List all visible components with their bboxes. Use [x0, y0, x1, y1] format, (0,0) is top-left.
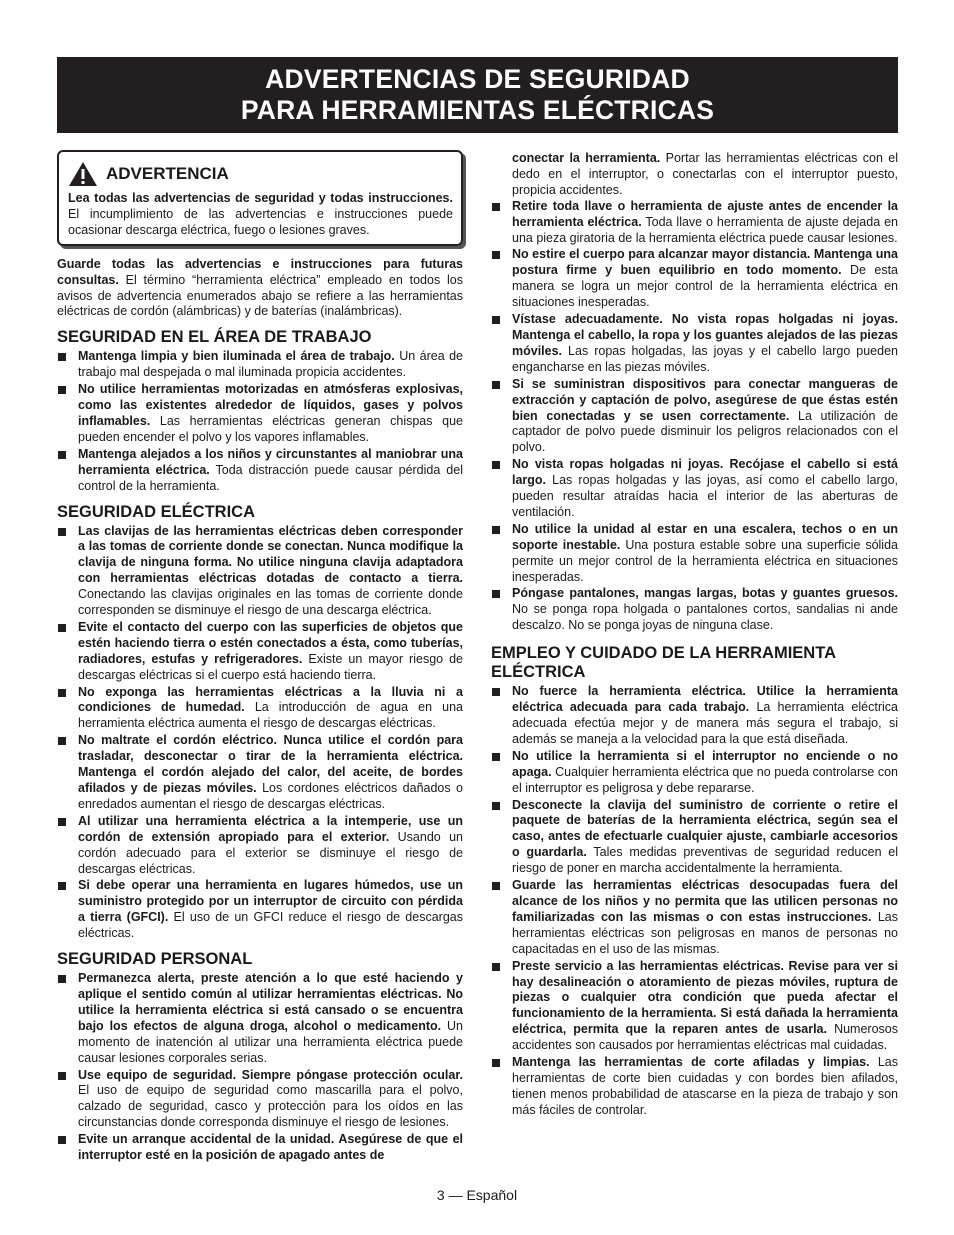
list-item: Vístase adecuadamente. No vista ropas holgadas ni joyas. Mantenga el cabello, la ropa y los guantes alejados de las piezas móviles. Las ropas holgadas, las joyas y el cabello largo pueden engancharse en las piezas móviles. — [491, 312, 898, 376]
intro-bold-text: Guarde todas las advertencias e instrucciones para futuras consultas. — [57, 256, 463, 287]
warning-header — [68, 161, 453, 187]
list-item: Si debe operar una herramienta en lugares húmedos, use un suministro protegido por un interruptor de circuito con pérdida a tierra (GFCI). El uso de un GFCI reduce el riesgo de descargas eléctricas. — [57, 878, 463, 942]
left-column — [57, 150, 463, 1165]
list-item: No vista ropas holgadas ni joyas. Recójase el cabello si está largo. Las ropas holgadas y las joyas, así como el cabello largo, pueden resultar atraídas hacia el interior de las aberturas de ventilación. — [491, 457, 898, 521]
list-item: Use equipo de seguridad. Siempre póngase protección ocular. El uso de equipo de seguridad como mascarilla para el polvo, calzado de seguridad, casco y protección para los oídos en las circunstancias donde corresponda disminuye el riesgo de lesiones. — [57, 1068, 463, 1132]
page-footer: 3 — Español — [436, 1187, 518, 1203]
warning-text: El incumplimiento de las advertencias e instrucciones puede ocasionar descarga eléctrica, fuego o lesiones graves. — [68, 206, 453, 237]
warning-body — [68, 191, 453, 239]
list-item: Póngase pantalones, mangas largas, botas y guantes gruesos. No se ponga ropa holgada o pantalones cortos, sandalias ni ande descalzo. No se ponga joyas de ninguna clase. — [491, 586, 898, 634]
intro-text: El término “herramienta eléctrica” empleado en todos los avisos de advertencia enumerados abajo se refiere a las herramientas eléctricas de cordón (alámbricas) y de baterías (inalámbricas). — [57, 272, 463, 319]
work-area-list — [57, 349, 463, 494]
list-item: Retire toda llave o herramienta de ajuste antes de encender la herramienta eléctrica. Toda llave o herramienta de ajuste dejada en una pieza giratoria de la herramienta eléctrica puede causar lesiones. — [491, 199, 898, 247]
personal-list — [57, 971, 463, 1164]
list-item: Al utilizar una herramienta eléctrica a la intemperie, use un cordón de extensión apropiado para el exterior. Usando un cordón adecuado para el exterior se disminuye el riesgo de descargas eléctricas. — [57, 814, 463, 878]
section-title-tool-care: EMPLEO Y CUIDADO DE LA HERRAMIENTA ELÉCTRICA — [491, 644, 836, 682]
list-item: Mantenga limpia y bien iluminada el área de trabajo. Un área de trabajo mal despejada o mal iluminada propicia accidentes. — [57, 349, 463, 381]
electrical-list — [57, 524, 463, 943]
list-item: No estire el cuerpo para alcanzar mayor distancia. Mantenga una postura firme y buen equilibrio en todo momento. De esta manera se logra un mejor control de la herramienta eléctrica en situaciones inesperadas. — [491, 247, 898, 311]
list-item: No fuerce la herramienta eléctrica. Utilice la herramienta eléctrica adecuada para cada trabajo. La herramienta eléctrica adecuada efectúa mejor y de manera más segura el trabajo, si además se maneja a la velocidad para la que está diseñada. — [491, 684, 898, 748]
list-item: Evite un arranque accidental de la unidad. Asegúrese de que el interruptor esté en la posición de apagado antes de — [57, 1132, 463, 1164]
list-item: No exponga las herramientas eléctricas a la lluvia ni a condiciones de humedad. La introducción de agua en una herramienta eléctrica aumenta el riesgo de descargas eléctricas. — [57, 685, 463, 733]
list-item: Preste servicio a las herramientas eléctricas. Revise para ver si hay desalineación o atoramiento de piezas móviles, ruptura de piezas o cualquier otra condición que pueda afectar el funcionamiento de la herramienta. Si está dañada la herramienta eléctrica, permita que la reparen antes de usarla. Numerosos accidentes son causados por herramientas eléctricas mal cuidadas. — [491, 959, 898, 1054]
list-item: Permanezca alerta, preste atención a lo que esté haciendo y aplique el sentido común al utilizar herramientas eléctricas. No utilice la herramienta eléctrica si está cansado o se encuentra bajo los efectos de alguna droga, alcohol o medicamento. Un momento de inatención al utilizar una herramienta eléctrica puede causar lesiones corporales serias. — [57, 971, 463, 1066]
intro-paragraph — [57, 257, 463, 321]
warning-bold-text: Lea todas las advertencias de seguridad y todas instrucciones. — [68, 191, 453, 205]
section-title-work-area: SEGURIDAD EN EL ÁREA DE TRABAJO — [57, 328, 372, 347]
page-title — [57, 57, 898, 133]
page-title-line-1: ADVERTENCIAS DE SEGURIDAD — [265, 64, 690, 94]
list-item: No utilice la unidad al estar en una escalera, techos o en un soporte inestable. Una postura estable sobre una superficie sólida permite un mejor control de la herramienta eléctrica en situaciones inesperadas. — [491, 522, 898, 586]
list-item: Guarde las herramientas eléctricas desocupadas fuera del alcance de los niños y no permita que las utilicen personas no familiarizadas con las mismas o con estas instrucciones. Las herramientas eléctricas son peligrosas en manos de personas no capacitadas en el uso de las mismas. — [491, 878, 898, 958]
list-item: No utilice la herramienta si el interruptor no enciende o no apaga. Cualquier herramienta eléctrica que no pueda controlarse con el interruptor es peligrosa y debe repararse. — [491, 749, 898, 797]
right-column — [491, 151, 898, 1120]
page-title-line-2: PARA HERRAMIENTAS ELÉCTRICAS — [240, 95, 715, 125]
list-item: No maltrate el cordón eléctrico. Nunca utilice el cordón para trasladar, desconectar o tirar de la herramienta eléctrica. Mantenga el cordón alejado del calor, del aceite, de bordes afilados y de piezas móviles. Los cordones eléctricos dañados o enredados aumentan el riesgo de descargas eléctricas. — [57, 733, 463, 813]
personal-list-continued — [491, 199, 898, 634]
list-item: Las clavijas de las herramientas eléctricas deben corresponder a las tomas de corriente donde se conectan. Nunca modifique la clavija de ninguna forma. No utilice ninguna clavija adaptadora con herramientas eléctricas dotadas de contacto a tierra. Conectando las clavijas originales en las tomas de corriente donde corresponden se disminuye el riesgo de una descarga eléctrica. — [57, 524, 463, 619]
section-title-personal: SEGURIDAD PERSONAL — [57, 950, 253, 969]
list-item: No utilice herramientas motorizadas en atmósferas explosivas, como las existentes alrededor de líquidos, gases y polvos inflamables. Las herramientas eléctricas generan chispas que pueden encender el polvo y los vapores inflamables. — [57, 382, 463, 446]
warning-title: ADVERTENCIA — [106, 164, 229, 184]
continued-paragraph: conectar la herramienta. Portar las herramientas eléctricas con el dedo en el interruptor, o conectarlas con el interruptor puesto, propicia accidentes. — [512, 151, 899, 197]
list-item: Mantenga las herramientas de corte afiladas y limpias. Las herramientas de corte bien cuidadas y con bordes bien afilados, tienen menos probabilidad de atascarse en la pieza de trabajo y son más fáciles de controlar. — [491, 1055, 898, 1119]
section-title-electrical: SEGURIDAD ELÉCTRICA — [57, 502, 256, 521]
warning-triangle-icon — [68, 161, 98, 187]
warning-box — [57, 150, 463, 246]
tool-care-list — [491, 684, 898, 1118]
list-item: Evite el contacto del cuerpo con las superficies de objetos que estén haciendo tierra o estén conectados a ésta, como tuberías, radiadores, estufas y refrigeradores. Existe un mayor riesgo de descargas eléctricas si el cuerpo está haciendo tierra. — [57, 620, 463, 684]
list-item: Mantenga alejados a los niños y circunstantes al maniobrar una herramienta eléctrica. Toda distracción puede causar pérdida del control de la herramienta. — [57, 447, 463, 495]
list-item: Si se suministran dispositivos para conectar mangueras de extracción y captación de polvo, asegúrese de que éstas estén bien conectadas y se usen correctamente. La utilización de captador de polvo puede disminuir los peligros relacionados con el polvo. — [491, 377, 898, 457]
list-item: Desconecte la clavija del suministro de corriente o retire el paquete de baterías de la herramienta eléctrica, según sea el caso, antes de efectuarle cualquier ajuste, cambiarle accesorios o guardarla. Tales medidas preventivas de seguridad reducen el riesgo de poner en marcha accidentalmente la herramienta. — [491, 798, 898, 878]
